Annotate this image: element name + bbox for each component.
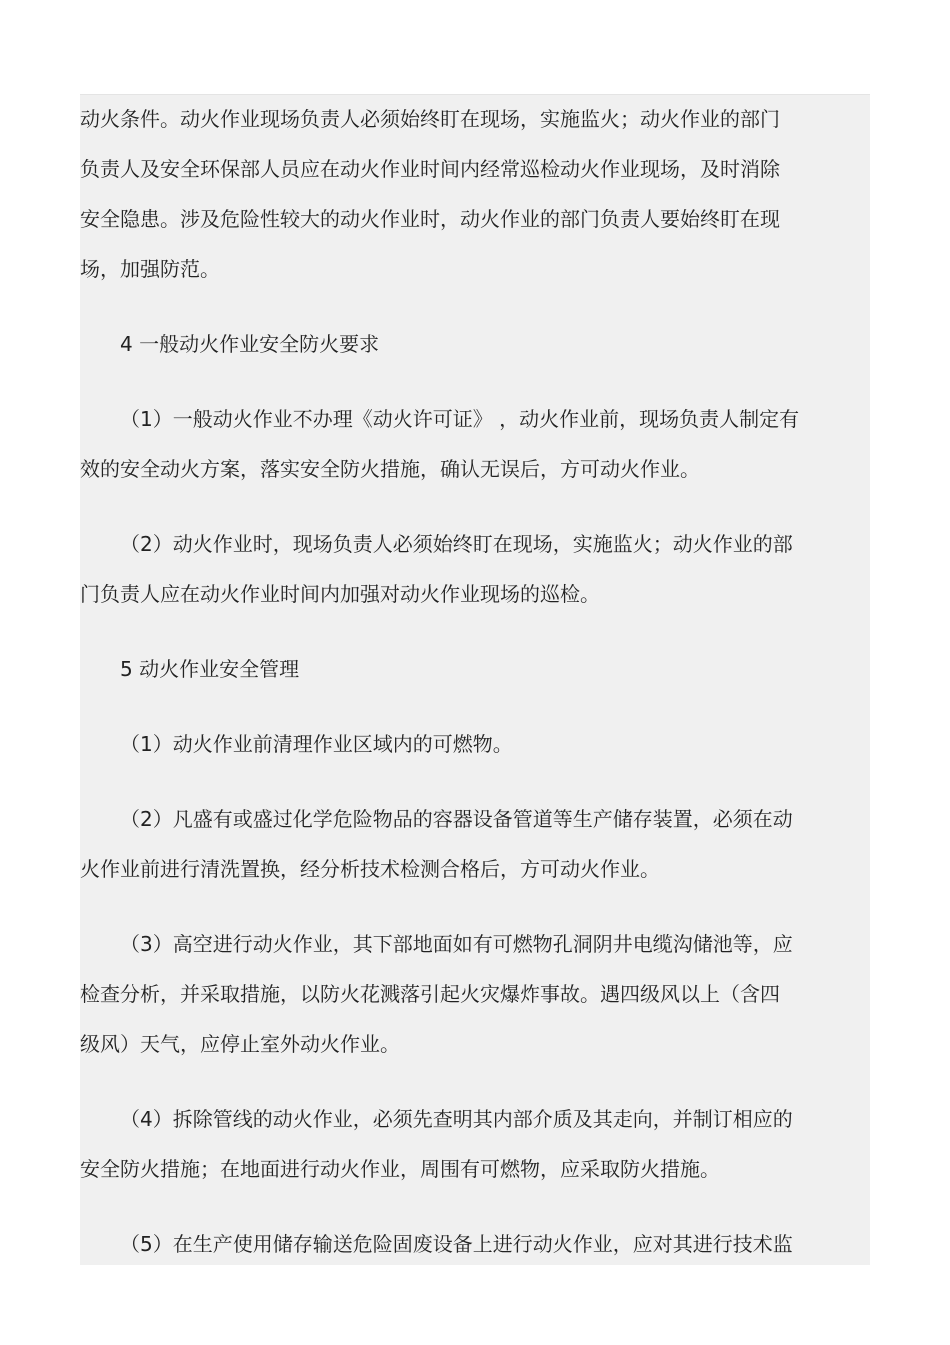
text-line: 门负责人应在动火作业时间内加强对动火作业现场的巡检。 [80,582,600,606]
text-line: 场，加强防范。 [80,257,220,281]
heading-text: 5 动火作业安全管理 [120,657,300,681]
text-line: （3）高空进行动火作业，其下部地面如有可燃物孔洞阴井电缆沟储池等，应 [120,932,793,956]
paragraph-item-1 [80,719,840,769]
text-line: （4）拆除管线的动火作业，必须先查明其内部介质及其走向，并制订相应的 [120,1107,793,1131]
text-line: （1）一般动火作业不办理《动火许可证》 ，动火作业前，现场负责人制定有 [120,407,800,431]
text-line: 检查分析，并采取措施，以防火花溅落引起火灾爆炸事故。遇四级风以上（含四 [80,982,780,1006]
text-line: 负责人及安全环保部人员应在动火作业时间内经常巡检动火作业现场，及时消除 [80,157,780,181]
text-line: （2）凡盛有或盛过化学危险物品的容器设备管道等生产储存装置，必须在动 [120,807,793,831]
text-line: （1）动火作业前清理作业区域内的可燃物。 [120,732,513,756]
text-line: 级风）天气，应停止室外动火作业。 [80,1032,400,1056]
text-line: （2）动火作业时，现场负责人必须始终盯在现场，实施监火；动火作业的部 [120,532,793,556]
paragraph-continuation [80,94,840,294]
paragraph-item-2 [80,519,840,619]
text-line: 效的安全动火方案，落实安全防火措施，确认无误后，方可动火作业。 [80,457,700,481]
paragraph-item-4 [80,1094,840,1194]
paragraph-item-1 [80,394,840,494]
paragraph-item-3 [80,919,840,1069]
section-heading-5 [80,644,840,694]
text-line: （5）在生产使用储存输送危险固废设备上进行动火作业，应对其进行技术监 [120,1232,793,1256]
paragraph-item-5 [80,1219,840,1269]
heading-text: 4 一般动火作业安全防火要求 [120,332,380,356]
text-line: 动火条件。动火作业现场负责人必须始终盯在现场，实施监火；动火作业的部门 [80,107,780,131]
text-line: 安全隐患。涉及危险性较大的动火作业时，动火作业的部门负责人要始终盯在现 [80,207,780,231]
text-line: 火作业前进行清洗置换，经分析技术检测合格后，方可动火作业。 [80,857,660,881]
section-heading-4 [80,319,840,369]
text-line: 安全防火措施；在地面进行动火作业，周围有可燃物，应采取防火措施。 [80,1157,720,1181]
paragraph-item-2 [80,794,840,894]
document-body [80,94,840,1269]
